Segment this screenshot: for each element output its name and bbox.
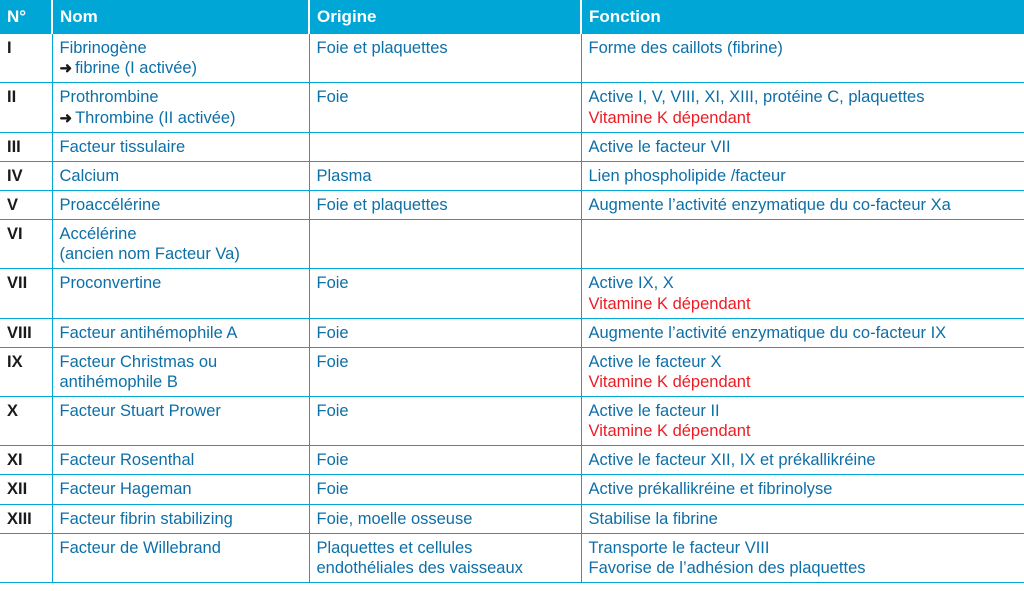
cell-fonction xyxy=(581,504,1024,533)
cell-origine-text: Foie xyxy=(316,451,349,470)
cell-nom-secondary-text: antihémophile B xyxy=(59,372,178,391)
cell-fonction-text: Augmente l’activité enzymatique du co-facteur Xa xyxy=(588,196,951,215)
cell-nom-secondary-text: (ancien nom Facteur Va) xyxy=(59,245,240,264)
table-row xyxy=(0,34,1024,83)
table-row xyxy=(0,220,1024,269)
table-row xyxy=(0,318,1024,347)
cell-nom-text: Facteur antihémophile A xyxy=(59,323,238,342)
cell-origine xyxy=(309,83,581,132)
cell-nom xyxy=(52,475,309,504)
vitamin-k-dependent-note: Vitamine K dépendant xyxy=(588,372,751,391)
cell-fonction-secondary-text: Favorise de l’adhésion des plaquettes xyxy=(588,558,866,577)
column-header-origine: Origine xyxy=(309,0,581,34)
cell-numero: VI xyxy=(0,220,52,269)
cell-nom-secondary-text: Thrombine (II activée) xyxy=(75,108,236,127)
cell-fonction xyxy=(581,220,1024,269)
cell-fonction-text: Active IX, X xyxy=(588,274,674,293)
cell-origine xyxy=(309,446,581,475)
cell-origine-text: Foie xyxy=(316,480,349,499)
cell-origine-text: Plaquettes et cellules xyxy=(316,538,473,557)
cell-nom xyxy=(52,132,309,161)
table-header-row xyxy=(0,0,1024,34)
cell-nom xyxy=(52,191,309,220)
cell-fonction-text: Active prékallikréine et fibrinolyse xyxy=(588,480,833,499)
cell-origine xyxy=(309,504,581,533)
cell-nom-text: Accélérine xyxy=(59,225,137,244)
cell-origine xyxy=(309,161,581,190)
cell-nom-text: Facteur fibrin stabilizing xyxy=(59,509,233,528)
cell-origine xyxy=(309,347,581,396)
cell-origine xyxy=(309,397,581,446)
cell-origine xyxy=(309,220,581,269)
table-row xyxy=(0,475,1024,504)
cell-nom-text: Proconvertine xyxy=(59,274,162,293)
cell-origine-text: Foie xyxy=(316,352,349,371)
cell-nom xyxy=(52,220,309,269)
table-body xyxy=(0,34,1024,582)
cell-origine xyxy=(309,533,581,582)
cell-numero xyxy=(0,533,52,582)
column-header-nom: Nom xyxy=(52,0,309,34)
cell-nom xyxy=(52,83,309,132)
cell-origine-text: Foie et plaquettes xyxy=(316,196,448,215)
arrow-right-icon: ➜ xyxy=(59,60,73,78)
cell-fonction-text: Lien phospholipide /facteur xyxy=(588,166,786,185)
cell-nom xyxy=(52,269,309,318)
cell-fonction xyxy=(581,347,1024,396)
cell-nom xyxy=(52,347,309,396)
cell-numero: IV xyxy=(0,161,52,190)
cell-fonction xyxy=(581,475,1024,504)
cell-origine-text: Foie xyxy=(316,402,349,421)
vitamin-k-dependent-note: Vitamine K dépendant xyxy=(588,294,751,313)
cell-nom-text: Fibrinogène xyxy=(59,39,147,57)
cell-origine-text: Foie, moelle osseuse xyxy=(316,509,473,528)
table-header xyxy=(0,0,1024,34)
cell-fonction xyxy=(581,191,1024,220)
cell-nom-secondary xyxy=(60,108,302,128)
cell-nom-text: Facteur Stuart Prower xyxy=(59,402,221,421)
table-row xyxy=(0,446,1024,475)
cell-origine-text: Foie xyxy=(316,274,349,293)
table-row xyxy=(0,132,1024,161)
table-row xyxy=(0,347,1024,396)
cell-fonction xyxy=(581,318,1024,347)
cell-origine-text: Plasma xyxy=(316,166,372,185)
arrow-right-icon: ➜ xyxy=(59,109,73,127)
cell-nom-text: Facteur de Willebrand xyxy=(59,538,221,557)
cell-numero: VII xyxy=(0,269,52,318)
cell-nom-text: Facteur tissulaire xyxy=(59,137,186,156)
cell-fonction xyxy=(581,132,1024,161)
cell-numero: VIII xyxy=(0,318,52,347)
cell-nom xyxy=(52,504,309,533)
cell-nom-secondary xyxy=(60,58,302,78)
cell-nom-text: Calcium xyxy=(59,166,120,185)
cell-fonction-text: Active le facteur VII xyxy=(588,137,731,156)
cell-fonction-text: Active le facteur II xyxy=(588,402,720,421)
column-header-numero: N° xyxy=(0,0,52,34)
cell-origine-text: Foie et plaquettes xyxy=(316,39,448,57)
cell-nom xyxy=(52,34,309,83)
cell-origine-text: Foie xyxy=(316,323,349,342)
cell-nom-secondary-text: fibrine (I activée) xyxy=(75,59,198,78)
cell-nom-text: Facteur Hageman xyxy=(59,480,192,499)
cell-nom xyxy=(52,397,309,446)
cell-fonction-text: Transporte le facteur VIII xyxy=(588,538,770,557)
cell-fonction xyxy=(581,161,1024,190)
cell-origine xyxy=(309,475,581,504)
cell-fonction xyxy=(581,34,1024,83)
cell-nom xyxy=(52,318,309,347)
cell-nom-secondary xyxy=(60,244,302,264)
table-row xyxy=(0,504,1024,533)
column-header-fonction: Fonction xyxy=(581,0,1024,34)
cell-fonction xyxy=(581,269,1024,318)
cell-nom xyxy=(52,446,309,475)
table-row xyxy=(0,269,1024,318)
cell-nom xyxy=(52,533,309,582)
cell-numero: XIII xyxy=(0,504,52,533)
cell-origine xyxy=(309,318,581,347)
cell-fonction xyxy=(581,397,1024,446)
cell-fonction xyxy=(581,446,1024,475)
cell-nom-secondary xyxy=(60,372,302,392)
cell-fonction-text: Augmente l’activité enzymatique du co-facteur IX xyxy=(588,323,947,342)
table-row xyxy=(0,397,1024,446)
cell-numero: IX xyxy=(0,347,52,396)
table-row xyxy=(0,161,1024,190)
cell-origine xyxy=(309,191,581,220)
cell-nom-text: Prothrombine xyxy=(59,88,159,107)
cell-fonction xyxy=(581,533,1024,582)
cell-origine-secondary-text: endothéliales des vaisseaux xyxy=(316,558,523,577)
cell-fonction-text: Active I, V, VIII, XI, XIII, protéine C, plaquettes xyxy=(588,88,925,107)
cell-fonction-text: Active le facteur XII, IX et prékallikréine xyxy=(588,451,876,470)
vitamin-k-dependent-note: Vitamine K dépendant xyxy=(588,422,751,441)
cell-numero: I xyxy=(0,34,52,83)
cell-origine-text: Foie xyxy=(316,88,349,107)
cell-nom xyxy=(52,161,309,190)
cell-fonction-text: Active le facteur X xyxy=(588,352,722,371)
cell-numero: XI xyxy=(0,446,52,475)
cell-numero: II xyxy=(0,83,52,132)
cell-origine xyxy=(309,132,581,161)
cell-fonction-text: Forme des caillots (fibrine) xyxy=(588,39,783,57)
cell-origine xyxy=(309,269,581,318)
cell-numero: III xyxy=(0,132,52,161)
vitamin-k-dependent-note: Vitamine K dépendant xyxy=(588,108,751,127)
cell-nom-text: Facteur Christmas ou xyxy=(59,352,218,371)
table-row xyxy=(0,83,1024,132)
cell-numero: V xyxy=(0,191,52,220)
cell-numero: X xyxy=(0,397,52,446)
table-row xyxy=(0,533,1024,582)
table-row xyxy=(0,191,1024,220)
cell-fonction xyxy=(581,83,1024,132)
cell-numero: XII xyxy=(0,475,52,504)
cell-origine xyxy=(309,34,581,83)
cell-nom-text: Proaccélérine xyxy=(59,196,161,215)
cell-fonction-text: Stabilise la fibrine xyxy=(588,509,718,528)
cell-nom-text: Facteur Rosenthal xyxy=(59,451,195,470)
